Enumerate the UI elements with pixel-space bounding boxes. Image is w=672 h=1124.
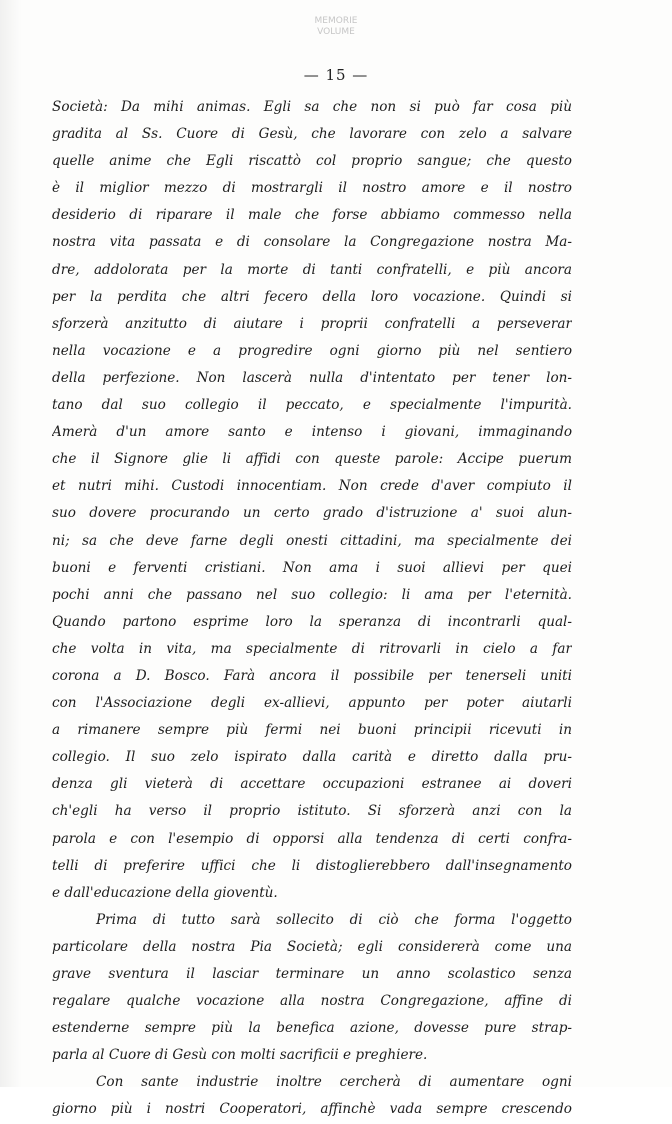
body-text — [52, 94, 572, 1124]
text-line: giorno più i nostri Cooperatori, affinchè vada sempre crescendo — [52, 1101, 572, 1118]
text-line: nella vocazione e a progredire ogni giorno più nel sentiero — [52, 342, 572, 359]
text-line: dre, addolorata per la morte di tanti confratelli, e più ancora — [52, 261, 572, 278]
text-line: telli di preferire uffici che li distoglierebbero dall'insegnamento — [52, 857, 572, 874]
page-number: — 15 — — [303, 66, 369, 84]
text-line: suo dovere procurando un certo grado d'istruzione a' suoi alun- — [52, 505, 572, 522]
text-line: è il miglior mezzo di mostrargli il nostro amore e il nostro — [52, 180, 572, 197]
text-line: desiderio di riparare il male che forse abbiamo commesso nella — [52, 207, 572, 224]
text-line: Quando partono esprime loro la speranza di incontrarli qual- — [52, 613, 572, 630]
bleed-through-line: MEMORIE — [314, 16, 358, 26]
text-line: collegio. Il suo zelo ispirato dalla carità e diretto dalla pru- — [52, 749, 572, 766]
text-line: particolare della nostra Pia Società; egli considererà come una — [52, 938, 572, 955]
text-line: estenderne sempre più la benefica azione, dovesse pure strap- — [52, 1020, 572, 1037]
text-line: denza gli vieterà di accettare occupazioni estranee ai doveri — [52, 776, 572, 793]
text-line: Con sante industrie inoltre cercherà di aumentare ogni — [96, 1074, 572, 1091]
text-line: nostra vita passata e di consolare la Congregazione nostra Ma- — [52, 234, 572, 251]
text-line: regalare qualche vocazione alla nostra Congregazione, affine di — [52, 993, 572, 1010]
text-line: corona a D. Bosco. Farà ancora il possibile per tenerseli uniti — [52, 667, 572, 684]
text-line: pochi anni che passano nel suo collegio: li ama per l'eternità. — [52, 586, 572, 603]
bleed-through-line: VOLUME — [317, 27, 355, 37]
text-line: quelle anime che Egli riscattò col proprio sangue; che questo — [52, 153, 572, 170]
text-line: gradita al Ss. Cuore di Gesù, che lavorare con zelo a salvare — [52, 126, 572, 143]
text-line: tano dal suo collegio il peccato, e specialmente l'impurità. — [52, 397, 572, 414]
text-line: della perfezione. Non lascerà nulla d'intentato per tener lon- — [52, 369, 572, 386]
text-line: con l'Associazione degli ex-allievi, appunto per poter aiutarli — [52, 695, 572, 712]
text-line: buoni e ferventi cristiani. Non ama i suoi allievi per quei — [52, 559, 572, 576]
text-line: a rimanere sempre più fermi nei buoni principii ricevuti in — [52, 722, 572, 739]
text-line: Società: Da mihi animas. Egli sa che non si può far cosa più — [52, 99, 572, 115]
bleed-through-text — [0, 16, 672, 38]
page-edge-shadow — [0, 0, 22, 1087]
text-line: et nutri mihi. Custodi innocentiam. Non crede d'aver compiuto il — [52, 478, 572, 495]
text-line: sforzerà anzitutto di aiutare i proprii confratelli a perseverar — [52, 315, 572, 332]
text-line: parola e con l'esempio di opporsi alla tendenza di certi confra- — [52, 830, 572, 847]
text-line: Prima di tutto sarà sollecito di ciò che forma l'oggetto — [96, 911, 572, 928]
text-line: e dall'educazione della gioventù. — [52, 884, 278, 901]
text-line: per la perdita che altri fecero della loro vocazione. Quindi si — [52, 288, 572, 305]
text-line: ch'egli ha verso il proprio istituto. Si sforzerà anzi con la — [52, 803, 572, 820]
text-line: grave sventura il lasciar terminare un anno scolastico senza — [52, 966, 572, 982]
text-line: ni; sa che deve farne degli onesti cittadini, ma specialmente dei — [52, 532, 572, 549]
text-line: parla al Cuore di Gesù con molti sacrificii e preghiere. — [52, 1047, 428, 1064]
text-line: che il Signore glie li affidi con queste parole: Accipe puerum — [52, 451, 572, 468]
text-line: Amerà d'un amore santo e intenso i giovani, immaginando — [52, 424, 572, 441]
text-line: che volta in vita, ma specialmente di ritrovarli in cielo a far — [52, 640, 572, 657]
